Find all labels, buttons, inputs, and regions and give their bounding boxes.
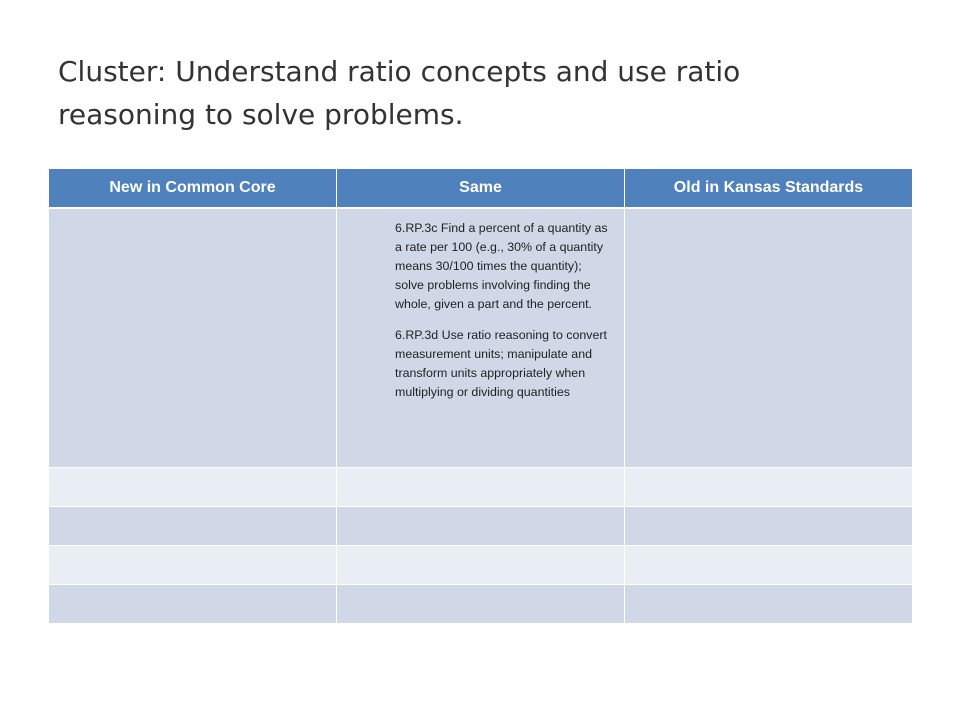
table-row: [49, 546, 913, 585]
header-new-in-common-core: New in Common Core: [49, 169, 337, 209]
cell-same: [337, 585, 625, 624]
header-same: Same: [337, 169, 625, 209]
cell-old: [625, 468, 913, 507]
table-row: [49, 585, 913, 624]
cell-same: [337, 208, 625, 468]
same-standards-text: [337, 209, 624, 402]
table-row: [49, 507, 913, 546]
table-row: [49, 468, 913, 507]
cell-new: [49, 546, 337, 585]
cell-old: [625, 507, 913, 546]
cell-same: [337, 468, 625, 507]
cell-new: [49, 585, 337, 624]
cell-old: [625, 208, 913, 468]
table-row: [49, 208, 913, 468]
cell-new: [49, 208, 337, 468]
standards-comparison-table: [48, 168, 913, 624]
standard-6-rp-3d: 6.RP.3d Use ratio reasoning to convert measurement units; manipulate and transform units appropriately when multiplying or dividing quantities: [395, 328, 607, 399]
cell-old: [625, 585, 913, 624]
table-header-row: [49, 169, 913, 209]
cell-old: [625, 546, 913, 585]
cell-same: [337, 546, 625, 585]
slide-title-line-1: Cluster: Understand ratio concepts and use ratio: [58, 55, 741, 88]
slide-title: [58, 50, 918, 136]
slide-title-line-2: reasoning to solve problems.: [58, 98, 464, 131]
header-old-in-kansas-standards: Old in Kansas Standards: [625, 169, 913, 209]
cell-new: [49, 507, 337, 546]
cell-same: [337, 507, 625, 546]
cell-new: [49, 468, 337, 507]
standard-6-rp-3c: 6.RP.3c Find a percent of a quantity as a rate per 100 (e.g., 30% of a quantity means 30/100 times the quantity); solve problems involving finding the whole, given a part and the percent.: [395, 221, 608, 311]
